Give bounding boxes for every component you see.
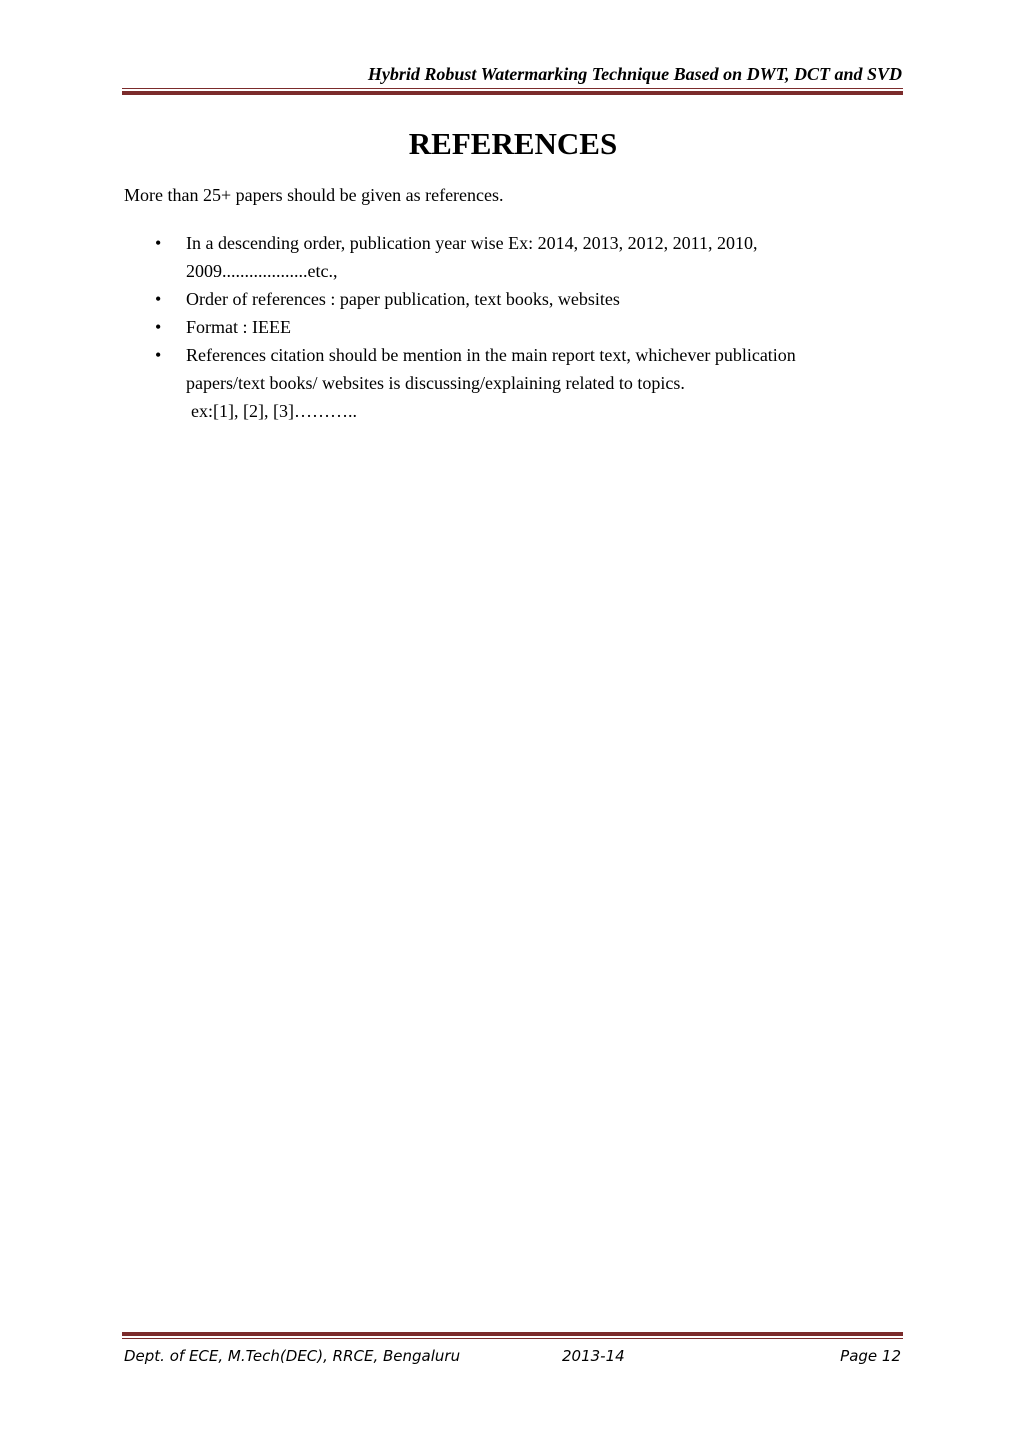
list-item-text: papers/text books/ websites is discussing/explaining related to topics. [186,373,685,393]
footer-rule-thick [122,1332,903,1336]
footer-rule-thin [122,1338,903,1339]
list-item [124,285,904,313]
list-item-text: ex:[1], [2], [3]……….. [191,401,357,421]
list-item-text: Format : IEEE [186,317,291,337]
list-item [124,313,904,341]
list-item-text: In a descending order, publication year wise Ex: 2014, 2013, 2012, 2011, 2010, [186,233,758,253]
list-item-text: References citation should be mention in the main report text, whichever publication [186,345,796,365]
footer-academic-year: 2013-14 [562,1347,625,1365]
footer-page-number: Page 12 [840,1347,901,1365]
bullet-icon: • [155,317,162,337]
bullet-icon: • [155,345,162,365]
running-header-title: Hybrid Robust Watermarking Technique Based on DWT, DCT and SVD [367,64,902,84]
bullet-icon: • [155,289,162,309]
page-heading: REFERENCES [408,126,618,161]
list-item-text: 2009...................etc., [186,261,338,281]
header-rule-thin [122,88,903,89]
bullet-icon: • [155,233,162,253]
intro-paragraph: More than 25+ papers should be given as references. [124,185,504,205]
header-rule-thick [122,91,903,95]
footer-department: Dept. of ECE, M.Tech(DEC), RRCE, Bengaluru [124,1347,461,1365]
list-item [124,341,904,425]
page-footer [122,1346,903,1368]
list-item [124,229,904,285]
reference-guidelines-list [124,229,904,425]
list-item-text: Order of references : paper publication, text books, websites [186,289,620,309]
